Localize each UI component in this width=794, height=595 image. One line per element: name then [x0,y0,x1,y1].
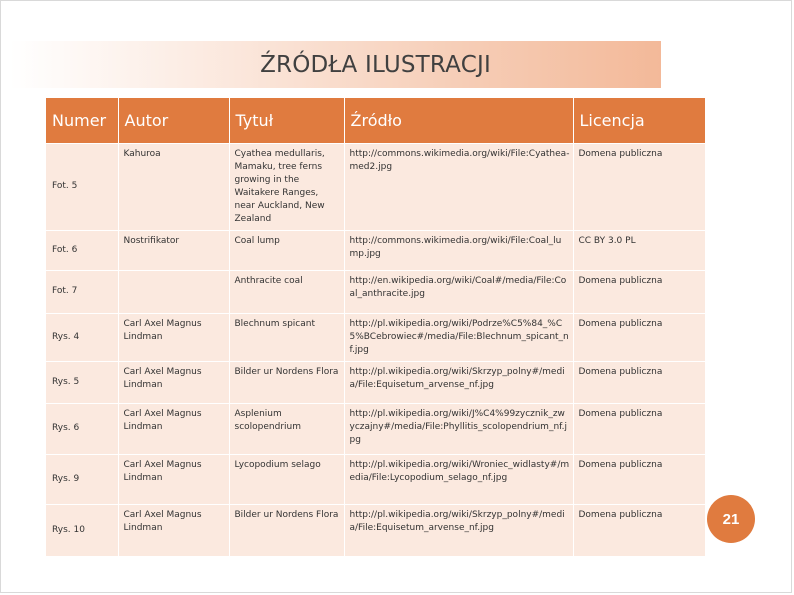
cell-numer: Rys. 6 [46,403,118,454]
title-band [10,41,661,88]
cell-zrodlo: http://pl.wikipedia.org/wiki/Skrzyp_polny#/media/File:Equisetum_arvense_nf.jpg [344,504,573,556]
cell-numer: Fot. 6 [46,230,118,270]
cell-autor: Carl Axel Magnus Lindman [118,403,229,454]
cell-zrodlo: http://pl.wikipedia.org/wiki/Wroniec_widlasty#/media/File:Lycopodium_selago_nf.jpg [344,454,573,504]
cell-licencja: Domena publiczna [573,143,705,230]
cell-zrodlo: http://commons.wikimedia.org/wiki/File:Cyathea-med2.jpg [344,143,573,230]
table-row [46,143,705,230]
cell-tytul: Blechnum spicant [229,313,344,361]
cell-zrodlo: http://pl.wikipedia.org/wiki/Podrze%C5%84_%C5%BCebrowiec#/media/File:Blechnum_spicant_nf.jpg [344,313,573,361]
cell-zrodlo: http://en.wikipedia.org/wiki/Coal#/media/File:Coal_anthracite.jpg [344,270,573,313]
header-licencja: Licencja [573,98,705,143]
cell-autor: Carl Axel Magnus Lindman [118,454,229,504]
table-row [46,454,705,504]
table-row [46,361,705,403]
cell-tytul: Asplenium scolopendrium [229,403,344,454]
cell-tytul: Bilder ur Nordens Flora [229,361,344,403]
cell-tytul: Coal lump [229,230,344,270]
header-numer: Numer [46,98,118,143]
cell-autor: Carl Axel Magnus Lindman [118,313,229,361]
cell-tytul: Bilder ur Nordens Flora [229,504,344,556]
cell-zrodlo: http://pl.wikipedia.org/wiki/J%C4%99zycznik_zwyczajny#/media/File:Phyllitis_scolopendrium_nf.jpg [344,403,573,454]
cell-licencja: Domena publiczna [573,454,705,504]
cell-tytul: Anthracite coal [229,270,344,313]
cell-numer: Rys. 4 [46,313,118,361]
table-row [46,313,705,361]
header-zrodlo: Źródło [344,98,573,143]
cell-autor: Nostrifikator [118,230,229,270]
header-tytul: Tytuł [229,98,344,143]
cell-licencja: Domena publiczna [573,313,705,361]
cell-licencja: Domena publiczna [573,270,705,313]
cell-tytul: Cyathea medullaris, Mamaku, tree ferns growing in the Waitakere Ranges, near Auckland, New Zealand [229,143,344,230]
cell-numer: Rys. 5 [46,361,118,403]
header-autor: Autor [118,98,229,143]
page-number-badge: 21 [707,495,755,543]
table-body [46,143,705,556]
cell-tytul: Lycopodium selago [229,454,344,504]
cell-numer: Fot. 5 [46,143,118,230]
sources-table [46,98,705,556]
cell-licencja: Domena publiczna [573,504,705,556]
table-row [46,230,705,270]
cell-zrodlo: http://pl.wikipedia.org/wiki/Skrzyp_polny#/media/File:Equisetum_arvense_nf.jpg [344,361,573,403]
table-header-row [46,98,705,143]
slide-title: ŹRÓDŁA ILUSTRACJI [260,51,491,78]
table-row [46,504,705,556]
table-row [46,270,705,313]
cell-numer: Rys. 9 [46,454,118,504]
table-row [46,403,705,454]
cell-numer: Fot. 7 [46,270,118,313]
cell-zrodlo: http://commons.wikimedia.org/wiki/File:Coal_lump.jpg [344,230,573,270]
cell-autor: Kahuroa [118,143,229,230]
cell-numer: Rys. 10 [46,504,118,556]
cell-autor: Carl Axel Magnus Lindman [118,361,229,403]
cell-autor: Carl Axel Magnus Lindman [118,504,229,556]
cell-autor [118,270,229,313]
cell-licencja: Domena publiczna [573,403,705,454]
cell-licencja: Domena publiczna [573,361,705,403]
cell-licencja: CC BY 3.0 PL [573,230,705,270]
